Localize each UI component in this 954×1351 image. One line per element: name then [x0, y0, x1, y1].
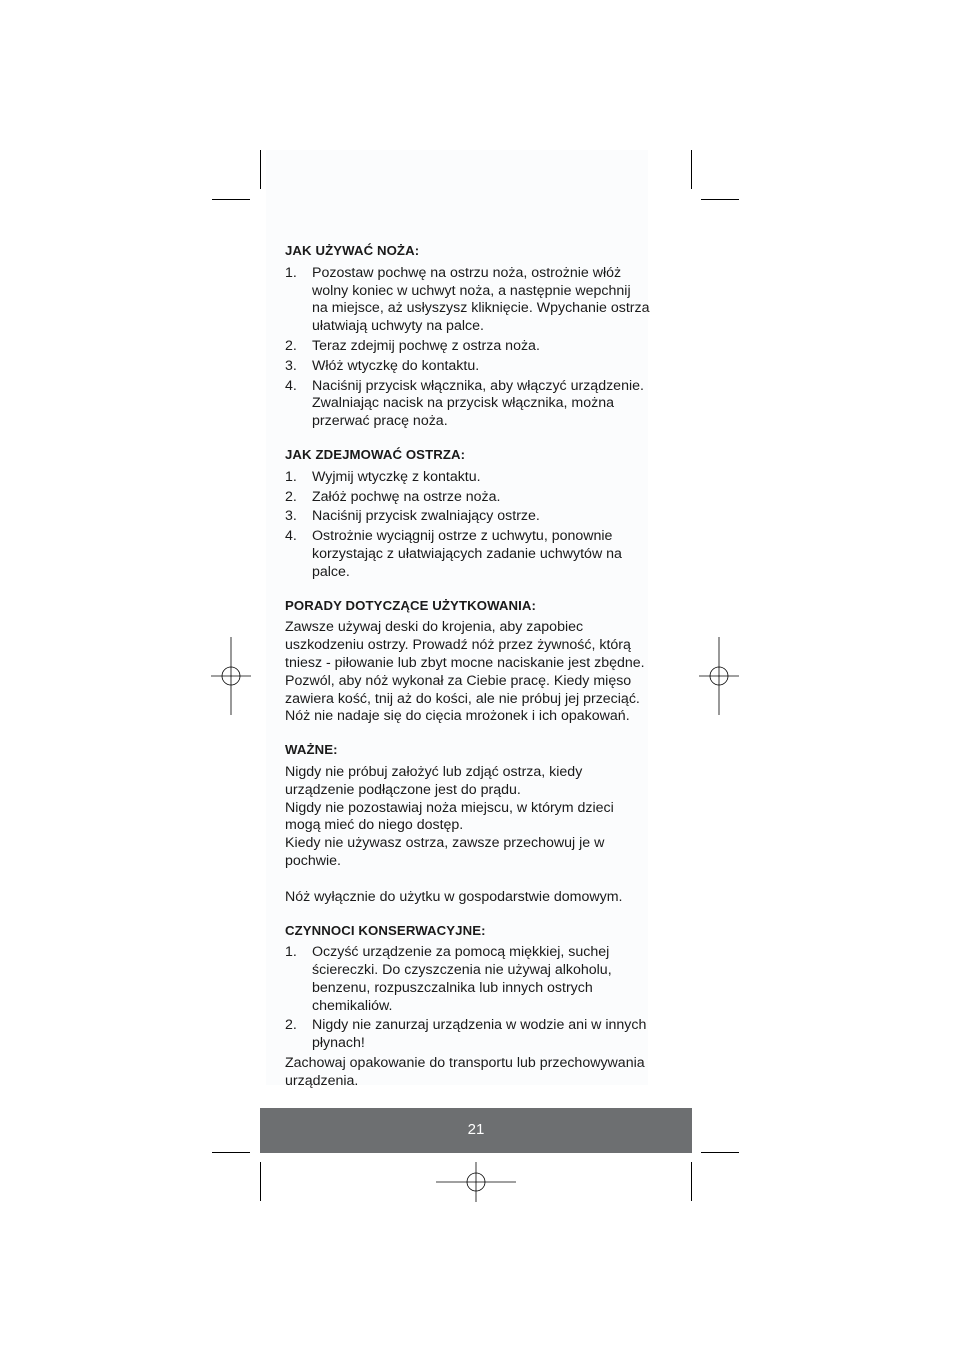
- crop-mark: [701, 199, 739, 200]
- list-item: [285, 338, 650, 356]
- paragraph: Kiedy nie używasz ostrza, zawsze przechowuj je w pochwie.: [285, 835, 605, 869]
- list-item: [285, 378, 650, 431]
- list-number: 1.: [285, 264, 297, 281]
- list-item: [285, 469, 650, 487]
- list-text: Załóż pochwę na ostrze noża.: [312, 488, 501, 505]
- crop-mark: [691, 1162, 692, 1201]
- section-title: PORADY DOTYCZĄCE UŻYTKOWANIA:: [285, 597, 537, 613]
- list-item: [285, 508, 650, 526]
- numbered-list: [285, 944, 650, 1053]
- list-item: [285, 528, 650, 581]
- section-blade-removal: [285, 446, 650, 582]
- registration-mark-icon: [699, 637, 739, 715]
- list-number: 1.: [285, 468, 297, 485]
- list-text: Teraz zdejmij pochwę z ostrza noża.: [312, 337, 540, 354]
- household-use-note: Nóż wyłącznie do użytku w gospodarstwie domowym.: [285, 888, 623, 905]
- list-number: 2.: [285, 1017, 297, 1034]
- page-number: 21: [467, 1121, 485, 1138]
- section-title: JAK ZDEJMOWAĆ OSTRZA:: [285, 446, 466, 462]
- section-tips: [285, 597, 650, 727]
- list-item: [285, 265, 650, 336]
- list-text: Naciśnij przycisk zwalniający ostrze.: [312, 508, 540, 525]
- list-number: 2.: [285, 488, 297, 505]
- list-text: Włóż wtyczkę do kontaktu.: [312, 357, 480, 374]
- list-item: [285, 1017, 650, 1053]
- section-important: [285, 741, 650, 906]
- list-text: Naciśnij przycisk włącznika, aby włączyć urządzenie. Zwalniając nacisk na przycisk włącznika, można przerwać pracę noża.: [312, 377, 644, 430]
- list-number: 3.: [285, 508, 297, 525]
- list-item: [285, 944, 650, 1015]
- crop-mark: [260, 1162, 261, 1201]
- list-text: Ostrożnie wyciągnij ostrze z uchwytu, ponownie korzystając z ułatwiających zadanie uchwytów na palce.: [312, 528, 622, 580]
- section-usage: [285, 242, 650, 431]
- list-item: [285, 489, 650, 507]
- section-maintenance: [285, 922, 650, 1091]
- crop-mark: [701, 1152, 739, 1153]
- list-number: 2.: [285, 337, 297, 354]
- numbered-list: [285, 469, 650, 582]
- crop-mark: [260, 150, 261, 189]
- footer-bar: [260, 1108, 692, 1153]
- list-text: Wyjmij wtyczkę z kontaktu.: [312, 468, 481, 485]
- section-title: CZYNNOCI KONSERWACYJNE:: [285, 922, 486, 938]
- list-item: [285, 358, 650, 376]
- crop-mark: [691, 150, 692, 189]
- registration-mark-icon: [436, 1162, 516, 1202]
- paragraph: Nigdy nie próbuj założyć lub zdjąć ostrza, kiedy urządzenie podłączone jest do prądu.: [285, 763, 583, 798]
- list-text: Nigdy nie zanurzaj urządzenia w wodzie ani w innych płynach!: [312, 1017, 647, 1052]
- section-title: JAK UŻYWAĆ NOŻA:: [285, 243, 420, 258]
- list-number: 1.: [285, 944, 297, 961]
- crop-mark: [212, 199, 250, 200]
- list-text: Pozostaw pochwę na ostrzu noża, ostrożnie włóż wolny koniec w uchwyt noża, a następnie wepchnij na miejsce, aż usłyszysz kliknięcie. Wpychanie ostrza ułatwiają uchwyty na palce.: [312, 264, 650, 335]
- list-number: 3.: [285, 357, 297, 374]
- document-body: [285, 242, 650, 1106]
- list-number: 4.: [285, 528, 297, 545]
- list-text: Oczyść urządzenie za pomocą miękkiej, suchej ściereczki. Do czyszczenia nie używaj alkoholu, benzenu, rozpuszczalnika lub innych ostrych chemikaliów.: [312, 944, 612, 1014]
- section-title: WAŻNE:: [285, 742, 338, 758]
- closing-paragraph: Zachowaj opakowanie do transportu lub przechowywania urządzenia.: [285, 1055, 645, 1089]
- numbered-list: [285, 265, 650, 431]
- crop-mark: [212, 1152, 250, 1153]
- paragraph: Nigdy nie pozostawiaj noża miejscu, w którym dzieci mogą mieć do niego dostęp.: [285, 799, 614, 834]
- paragraph: Zawsze używaj deski do krojenia, aby zapobiec uszkodzeniu ostrzy. Prowadź nóż przez żywność, którą tniesz - piłowanie lub zbyt mocne naciskanie jest zbędne. Pozwól, aby nóż wykonał za Ciebie pracę. Kiedy mięso zawiera kość, tnij aż do kości, ale nie próbuj jej przeciąć. Nóż nie nadaje się do cięcia mrożonek i ich opakowań.: [285, 619, 645, 725]
- list-number: 4.: [285, 377, 297, 394]
- registration-mark-icon: [211, 637, 251, 715]
